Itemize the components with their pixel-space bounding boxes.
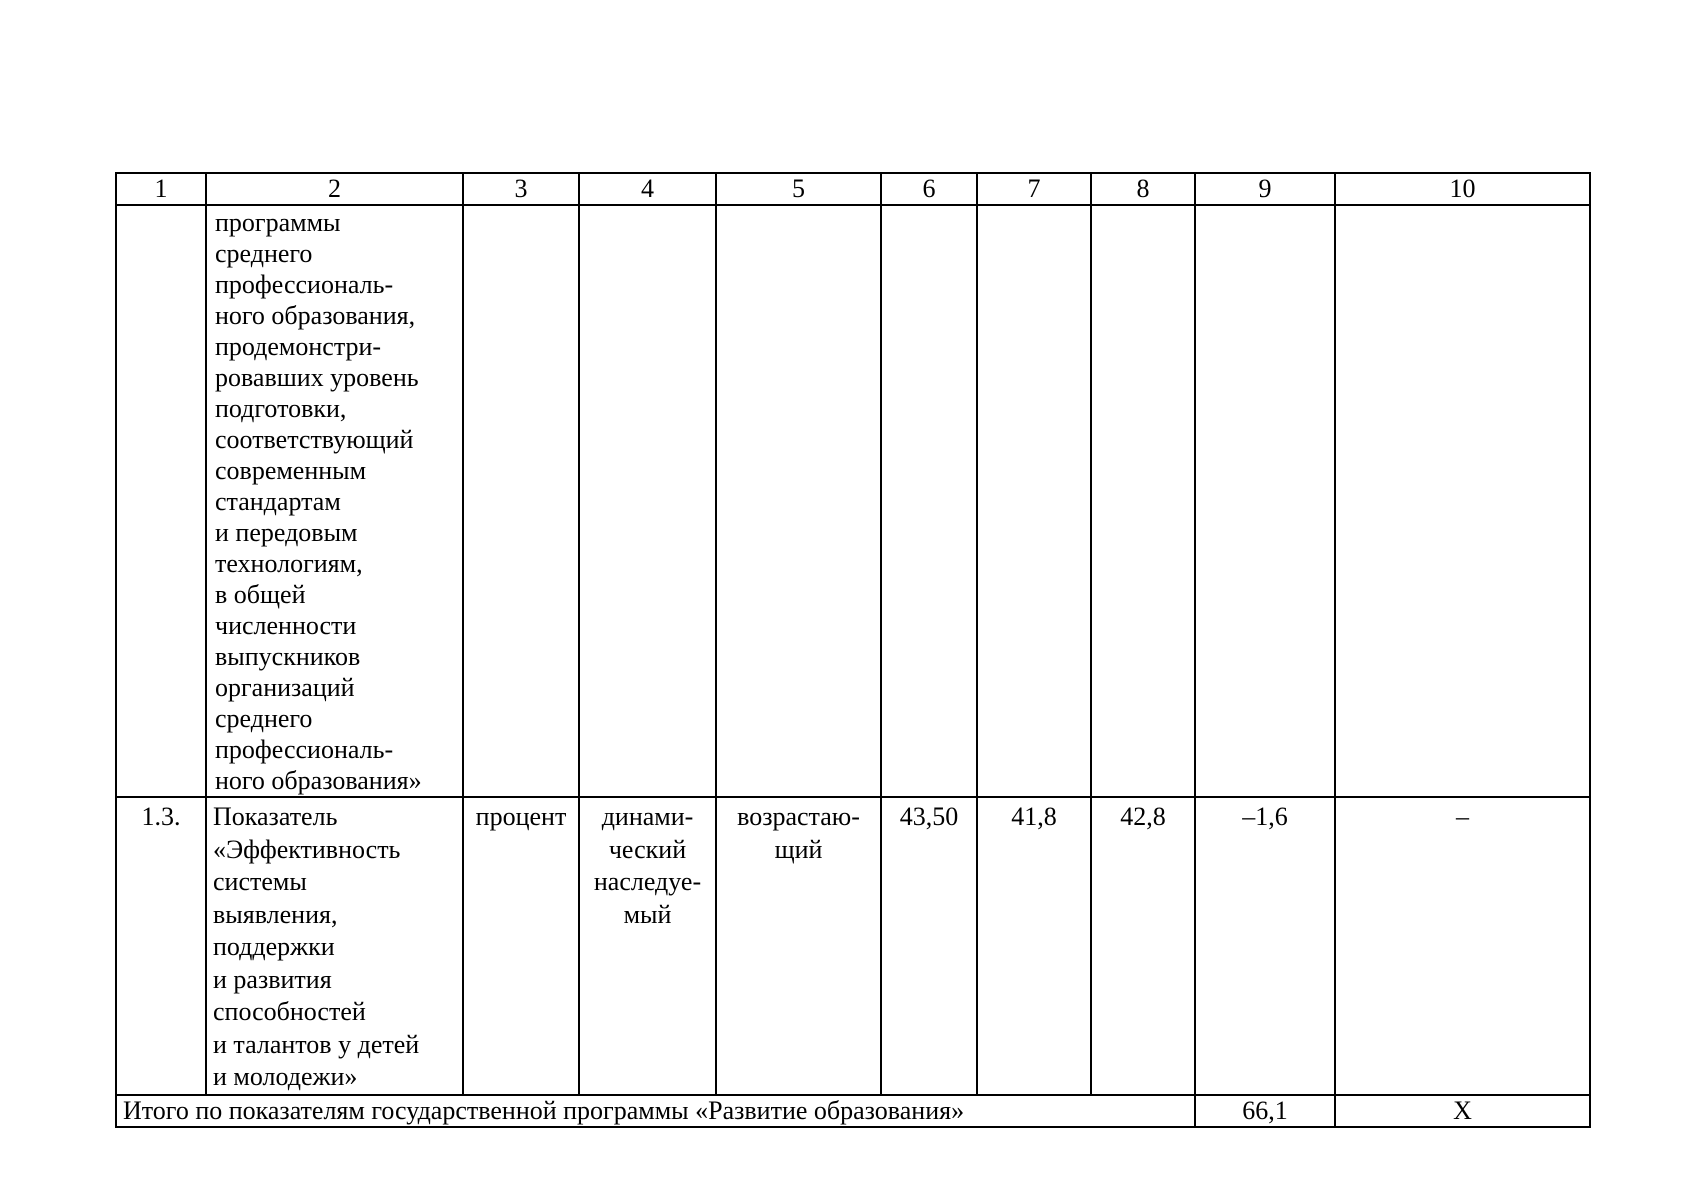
row-number-cell	[116, 797, 206, 1095]
indicator-name-line: и молодежи»	[213, 1062, 358, 1091]
cont-cell-3	[463, 205, 579, 797]
col9-cell	[1195, 797, 1335, 1095]
total-mark: Х	[1335, 1095, 1590, 1127]
type-line: динами-	[601, 802, 694, 831]
col6-cell	[881, 797, 977, 1095]
col8-value: 42,8	[1120, 802, 1166, 831]
col7-cell	[977, 797, 1091, 1095]
header-col-3: 3	[463, 173, 579, 205]
col9-value: –1,6	[1242, 802, 1288, 831]
total-row	[116, 1095, 1590, 1127]
cont-name-line: среднего	[215, 704, 313, 733]
type-line: ческий	[608, 834, 687, 864]
header-col-9: 9	[1195, 173, 1335, 205]
col7-value: 41,8	[1011, 802, 1057, 831]
cont-name-line: организаций	[215, 673, 355, 702]
header-col-6: 6	[881, 173, 977, 205]
cont-name-line: в общей	[215, 580, 306, 609]
unit-text: процент	[475, 802, 567, 831]
total-label: Итого по показателям государственной программы «Развитие образования»	[116, 1095, 1195, 1127]
unit-cell	[463, 797, 579, 1095]
indicator-name-line: Показатель	[213, 802, 338, 831]
cont-cell-8	[1091, 205, 1195, 797]
cont-name-line: подготовки,	[215, 394, 347, 423]
cont-name-text	[207, 206, 462, 796]
cont-name-line: технологиям,	[215, 549, 363, 578]
cont-name-line: ного образования,	[215, 301, 416, 330]
cont-name-line: среднего	[215, 239, 313, 268]
indicator-name-line: и талантов у детей	[213, 1029, 420, 1059]
indicator-name-line: поддержки	[213, 932, 335, 961]
cont-name-line: профессиональ-	[215, 735, 394, 764]
cont-name-line: ного образования»	[215, 766, 422, 795]
cont-name-line: профессиональ-	[215, 270, 394, 299]
col8-cell	[1091, 797, 1195, 1095]
indicator-name-line: способностей	[213, 997, 366, 1026]
cont-name-line: программы	[215, 208, 341, 237]
col10-cell	[1335, 797, 1590, 1095]
cont-name-line: стандартам	[215, 487, 341, 516]
indicator-name-line: «Эффективность	[213, 834, 401, 864]
indicator-name-line: и развития	[213, 964, 332, 994]
cont-cell-5	[716, 205, 881, 797]
cont-cell-4	[579, 205, 716, 797]
total-value: 66,1	[1195, 1095, 1335, 1127]
cont-cell-1	[116, 205, 206, 797]
indicator-name-line: системы	[213, 867, 307, 896]
cont-cell-2	[206, 205, 463, 797]
cont-cell-6	[881, 205, 977, 797]
type-cell	[579, 797, 716, 1095]
trend-text	[717, 798, 880, 866]
col6-value: 43,50	[899, 802, 959, 831]
header-col-1: 1	[116, 173, 206, 205]
cont-name-line: ровавших уровень	[215, 363, 419, 392]
header-col-10: 10	[1335, 173, 1590, 205]
indicator-name-cell	[206, 797, 463, 1095]
table-row-continued	[116, 205, 1590, 797]
header-col-4: 4	[579, 173, 716, 205]
cont-cell-7	[977, 205, 1091, 797]
col10-value: –	[1456, 802, 1469, 831]
table-row-1-3	[116, 797, 1590, 1095]
type-text	[580, 798, 715, 931]
indicator-name-line: выявления,	[213, 899, 338, 929]
trend-line: щий	[774, 834, 823, 864]
header-col-2: 2	[206, 173, 463, 205]
cont-name-line: и передовым	[215, 518, 358, 547]
type-line: мый	[623, 899, 672, 929]
row-number: 1.3.	[141, 802, 181, 831]
header-row	[116, 173, 1590, 205]
type-line: наследуе-	[593, 867, 702, 896]
indicator-name-text	[207, 798, 462, 1094]
trend-cell	[716, 797, 881, 1095]
cont-name-line: численности	[215, 611, 357, 640]
header-col-8: 8	[1091, 173, 1195, 205]
header-col-7: 7	[977, 173, 1091, 205]
header-col-5: 5	[716, 173, 881, 205]
trend-line: возрастаю-	[737, 802, 860, 831]
indicators-table	[115, 172, 1591, 1128]
cont-cell-9	[1195, 205, 1335, 797]
cont-name-line: выпускников	[215, 642, 361, 671]
cont-cell-10	[1335, 205, 1590, 797]
cont-name-line: соответствующий	[215, 425, 414, 454]
cont-name-line: современным	[215, 456, 367, 485]
cont-name-line: продемонстри-	[215, 332, 382, 361]
